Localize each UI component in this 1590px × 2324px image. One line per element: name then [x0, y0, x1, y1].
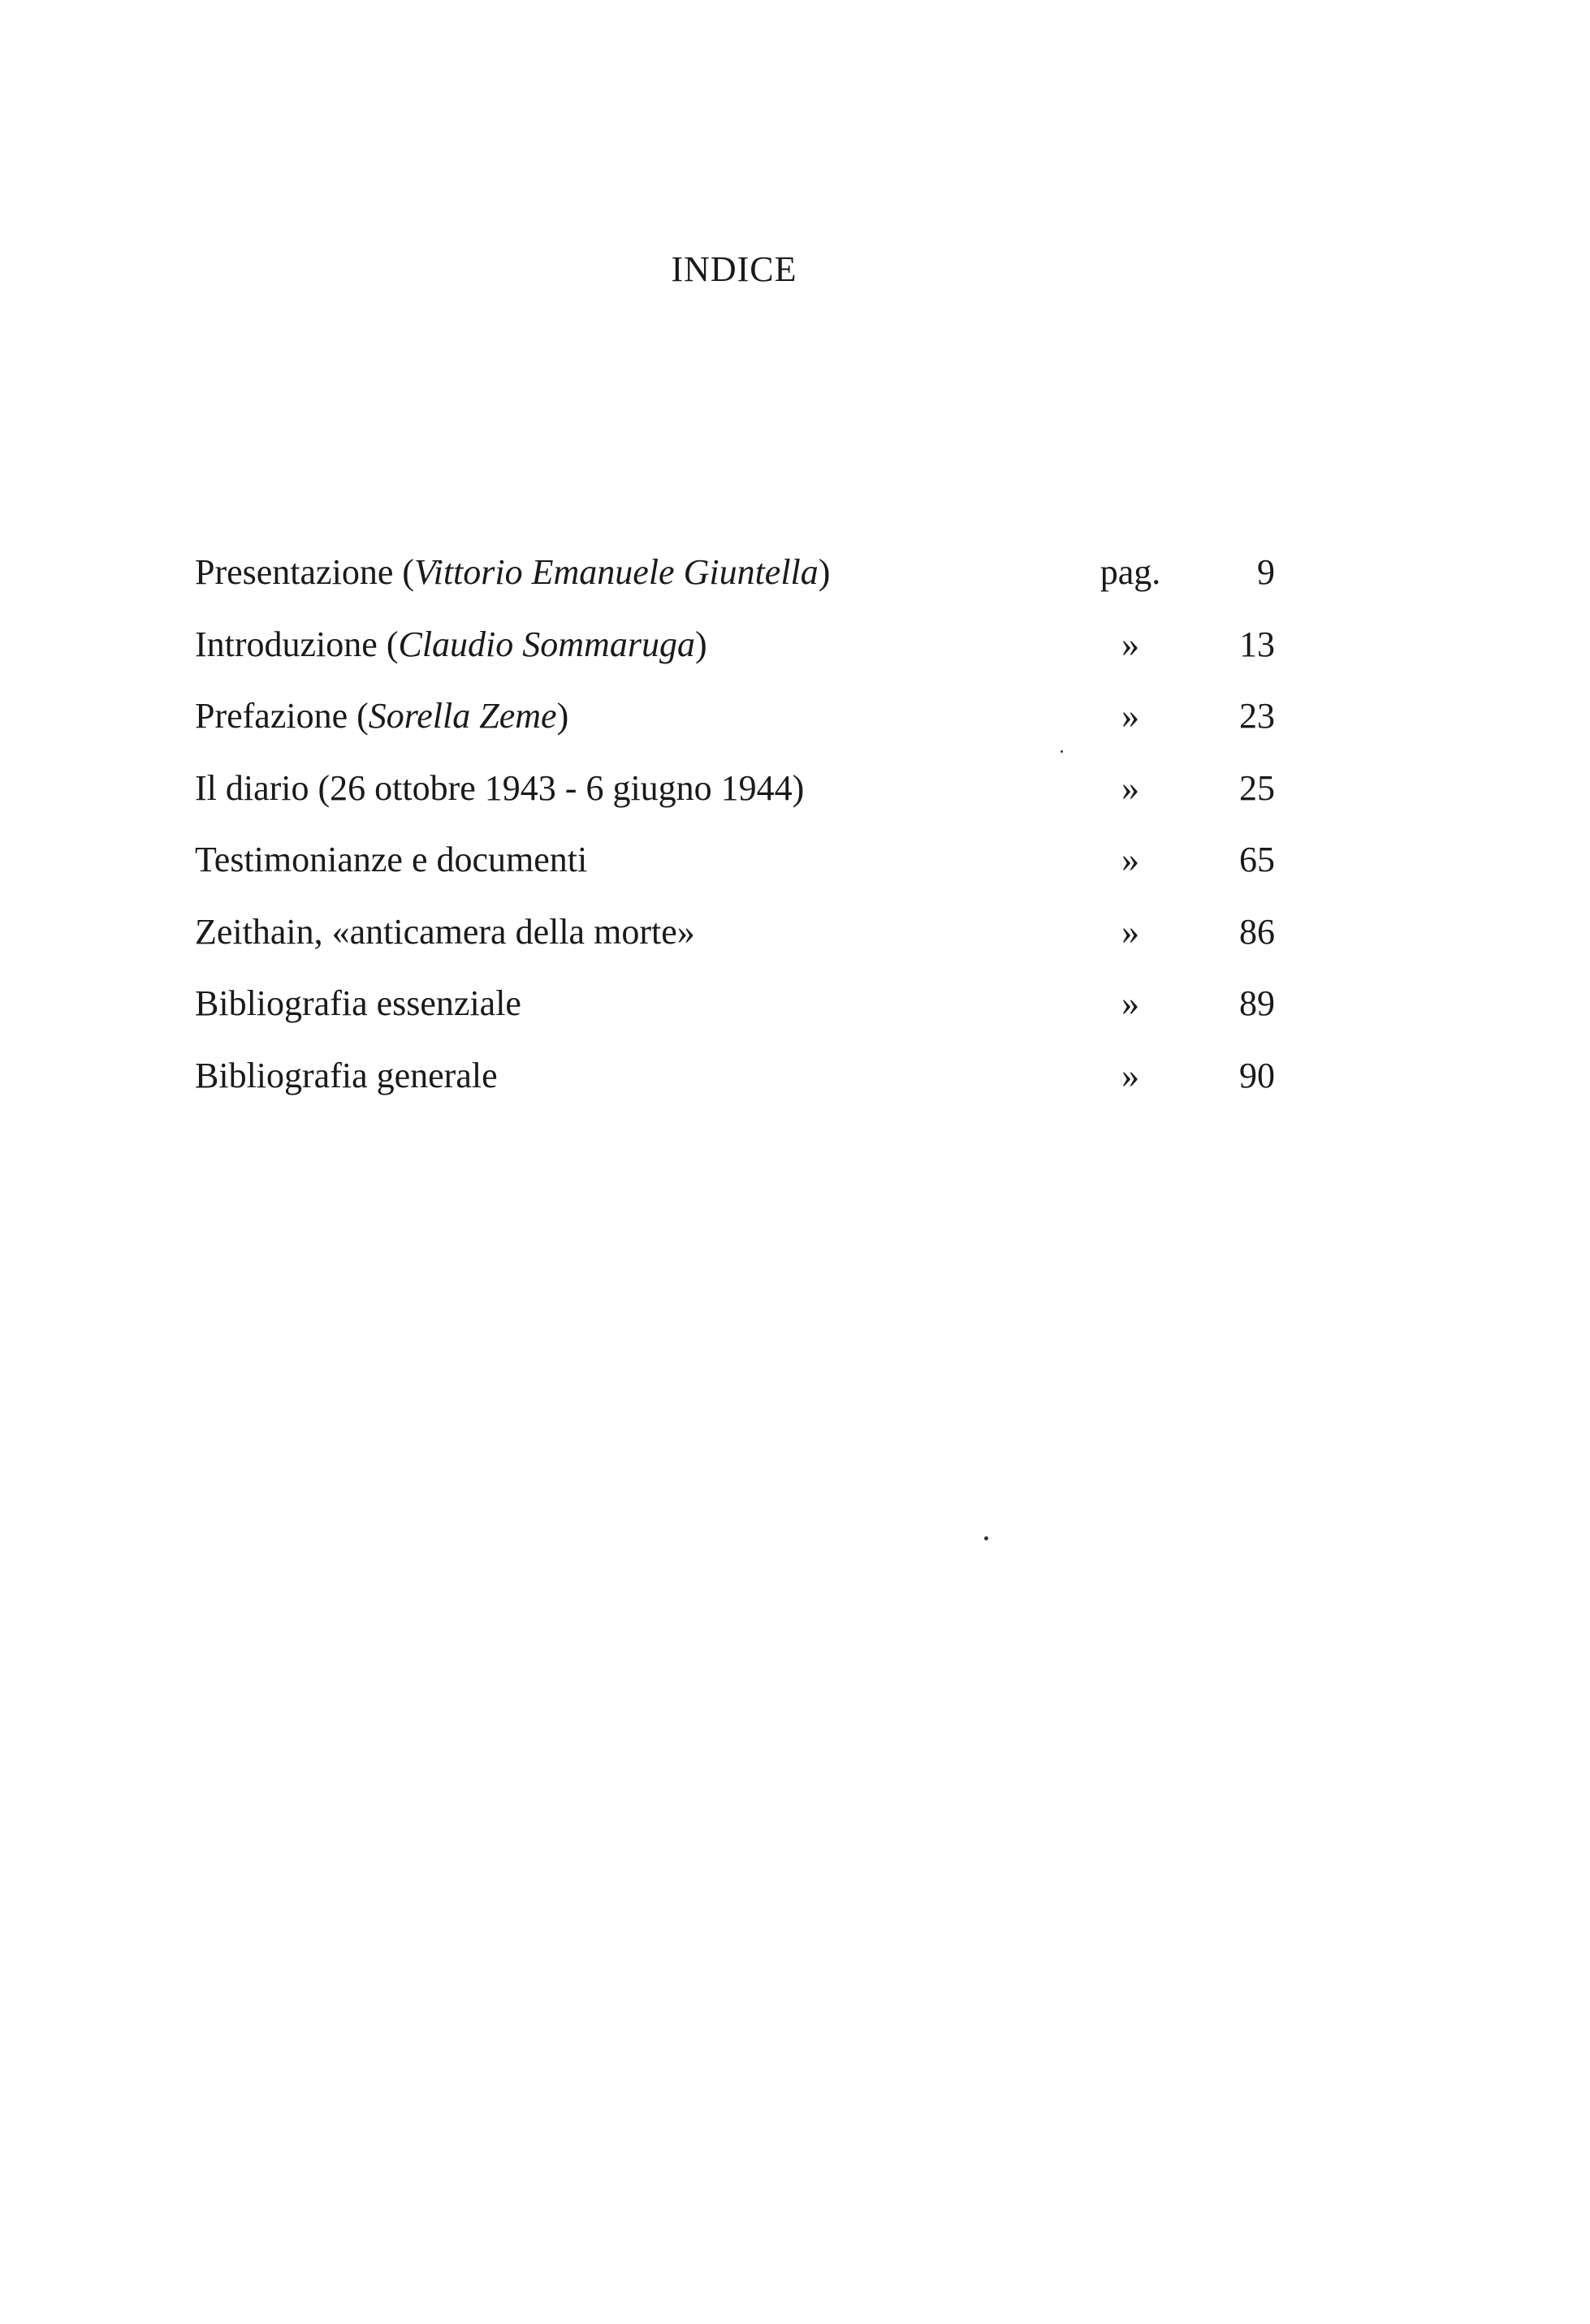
toc-entry-page: 90 [1239, 1055, 1275, 1095]
toc-entry[interactable] [195, 688, 1275, 760]
toc-entry-page: 9 [1257, 552, 1275, 592]
toc-entry[interactable] [195, 975, 1275, 1048]
toc-entry-title-text: Introduzione [195, 624, 378, 664]
toc-entry-marker: » [1121, 1055, 1139, 1095]
toc-entry-marker: » [1121, 983, 1139, 1023]
toc-entry-marker: » [1121, 767, 1139, 808]
toc-entry[interactable] [195, 832, 1275, 904]
toc-entry-marker: » [1121, 696, 1139, 736]
toc-entry-author: Sorella Zeme [368, 696, 557, 736]
toc-entry-page: 65 [1239, 840, 1275, 879]
toc-entry[interactable] [195, 760, 1275, 832]
toc-entry[interactable] [195, 904, 1275, 976]
toc-entry[interactable] [195, 544, 1275, 616]
toc-entry-author: Vittorio Emanuele Giuntella [414, 552, 819, 592]
toc-entry-page: 86 [1239, 911, 1275, 952]
table-of-contents [195, 544, 1275, 1119]
toc-entry-marker: » [1121, 911, 1139, 952]
toc-entry-title: Il diario (26 ottobre 1943 - 6 giugno 1944) [195, 767, 805, 808]
scan-speck [1061, 750, 1063, 753]
page-title: INDICE [671, 249, 797, 289]
toc-entry[interactable] [195, 1048, 1275, 1120]
toc-entry-title: Bibliografia essenziale [195, 983, 521, 1023]
toc-entry-marker: » [1121, 840, 1139, 879]
toc-entry-title-text: Presentazione [195, 552, 394, 592]
toc-entry-title: Zeithain, «anticamera della morte» [195, 911, 695, 952]
toc-entry-author: Claudio Sommaruga [398, 624, 695, 664]
toc-entry-title: Presentazione (Vittorio Emanuele Giuntella) [195, 552, 831, 592]
toc-entry-page: 89 [1239, 983, 1275, 1023]
toc-entry-page: 25 [1239, 767, 1275, 808]
toc-entry-marker: » [1121, 624, 1139, 664]
toc-entry-title: Bibliografia generale [195, 1055, 498, 1095]
toc-entry-title: Testimonianze e documenti [195, 840, 588, 879]
toc-entry-marker: pag. [1100, 552, 1161, 592]
toc-entry-title: Prefazione (Sorella Zeme) [195, 696, 569, 736]
toc-entry-page: 23 [1239, 696, 1275, 736]
toc-entry[interactable] [195, 616, 1275, 689]
toc-entry-title-text: Prefazione [195, 696, 348, 736]
toc-entry-title: Introduzione (Claudio Sommaruga) [195, 624, 707, 664]
scan-speck [984, 1536, 988, 1540]
toc-entry-page: 13 [1239, 624, 1275, 664]
